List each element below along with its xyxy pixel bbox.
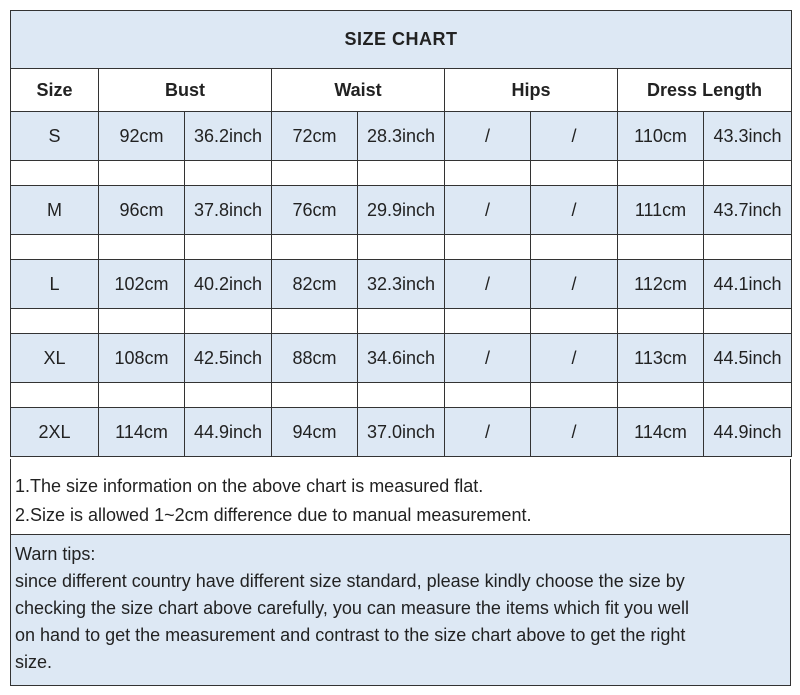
hips-inch-cell: /: [531, 112, 618, 161]
waist-inch-cell: 28.3inch: [358, 112, 445, 161]
hips-inch-cell: /: [531, 186, 618, 235]
bust-cm-cell: 114cm: [99, 408, 185, 457]
size-cell: M: [11, 186, 99, 235]
length-cm-cell: 113cm: [618, 334, 704, 383]
waist-cm-cell: 76cm: [272, 186, 358, 235]
hips-cm-cell: /: [445, 186, 531, 235]
bust-cm-cell: 96cm: [99, 186, 185, 235]
table-row: [11, 260, 792, 309]
spacer-row: [11, 235, 792, 260]
waist-inch-cell: 29.9inch: [358, 186, 445, 235]
hips-inch-cell: /: [531, 408, 618, 457]
bust-inch-cell: 42.5inch: [185, 334, 272, 383]
waist-cm-cell: 72cm: [272, 112, 358, 161]
waist-inch-cell: 34.6inch: [358, 334, 445, 383]
waist-inch-cell: 37.0inch: [358, 408, 445, 457]
length-cm-cell: 110cm: [618, 112, 704, 161]
length-cm-cell: 112cm: [618, 260, 704, 309]
header-waist: Waist: [272, 69, 445, 112]
hips-inch-cell: /: [531, 260, 618, 309]
size-cell: S: [11, 112, 99, 161]
waist-inch-cell: 32.3inch: [358, 260, 445, 309]
header-dress-length: Dress Length: [618, 69, 792, 112]
size-cell: XL: [11, 334, 99, 383]
spacer-row: [11, 161, 792, 186]
header-bust: Bust: [99, 69, 272, 112]
waist-cm-cell: 82cm: [272, 260, 358, 309]
spacer-row: [11, 383, 792, 408]
measurement-notes: [10, 459, 791, 535]
chart-title: SIZE CHART: [11, 11, 792, 69]
note-line: 2.Size is allowed 1~2cm difference due to manual measurement.: [15, 505, 532, 525]
warn-line: size.: [15, 652, 53, 672]
hips-cm-cell: /: [445, 260, 531, 309]
waist-cm-cell: 94cm: [272, 408, 358, 457]
header-row: [11, 69, 792, 112]
header-size: Size: [11, 69, 99, 112]
hips-inch-cell: /: [531, 334, 618, 383]
warn-line: since different country have different size standard, please kindly choose the size by: [15, 571, 685, 591]
length-inch-cell: 44.1inch: [704, 260, 792, 309]
length-inch-cell: 43.7inch: [704, 186, 792, 235]
length-cm-cell: 114cm: [618, 408, 704, 457]
length-inch-cell: 44.9inch: [704, 408, 792, 457]
length-inch-cell: 43.3inch: [704, 112, 792, 161]
header-hips: Hips: [445, 69, 618, 112]
bust-inch-cell: 40.2inch: [185, 260, 272, 309]
size-cell: L: [11, 260, 99, 309]
size-chart-table: [10, 10, 792, 457]
spacer-row: [11, 309, 792, 334]
bust-cm-cell: 102cm: [99, 260, 185, 309]
title-row: [11, 11, 792, 69]
size-cell: 2XL: [11, 408, 99, 457]
warn-tips: [10, 534, 791, 686]
warn-heading: Warn tips:: [15, 544, 96, 564]
length-cm-cell: 111cm: [618, 186, 704, 235]
table-row: [11, 186, 792, 235]
warn-line: on hand to get the measurement and contrast to the size chart above to get the right: [15, 625, 686, 645]
hips-cm-cell: /: [445, 334, 531, 383]
table-row: [11, 112, 792, 161]
waist-cm-cell: 88cm: [272, 334, 358, 383]
table-row: [11, 408, 792, 457]
hips-cm-cell: /: [445, 112, 531, 161]
note-line: 1.The size information on the above chart is measured flat.: [15, 476, 484, 496]
table-row: [11, 334, 792, 383]
length-inch-cell: 44.5inch: [704, 334, 792, 383]
bust-inch-cell: 37.8inch: [185, 186, 272, 235]
bust-inch-cell: 36.2inch: [185, 112, 272, 161]
bust-inch-cell: 44.9inch: [185, 408, 272, 457]
warn-line: checking the size chart above carefully, you can measure the items which fit you well: [15, 598, 689, 618]
bust-cm-cell: 108cm: [99, 334, 185, 383]
hips-cm-cell: /: [445, 408, 531, 457]
bust-cm-cell: 92cm: [99, 112, 185, 161]
